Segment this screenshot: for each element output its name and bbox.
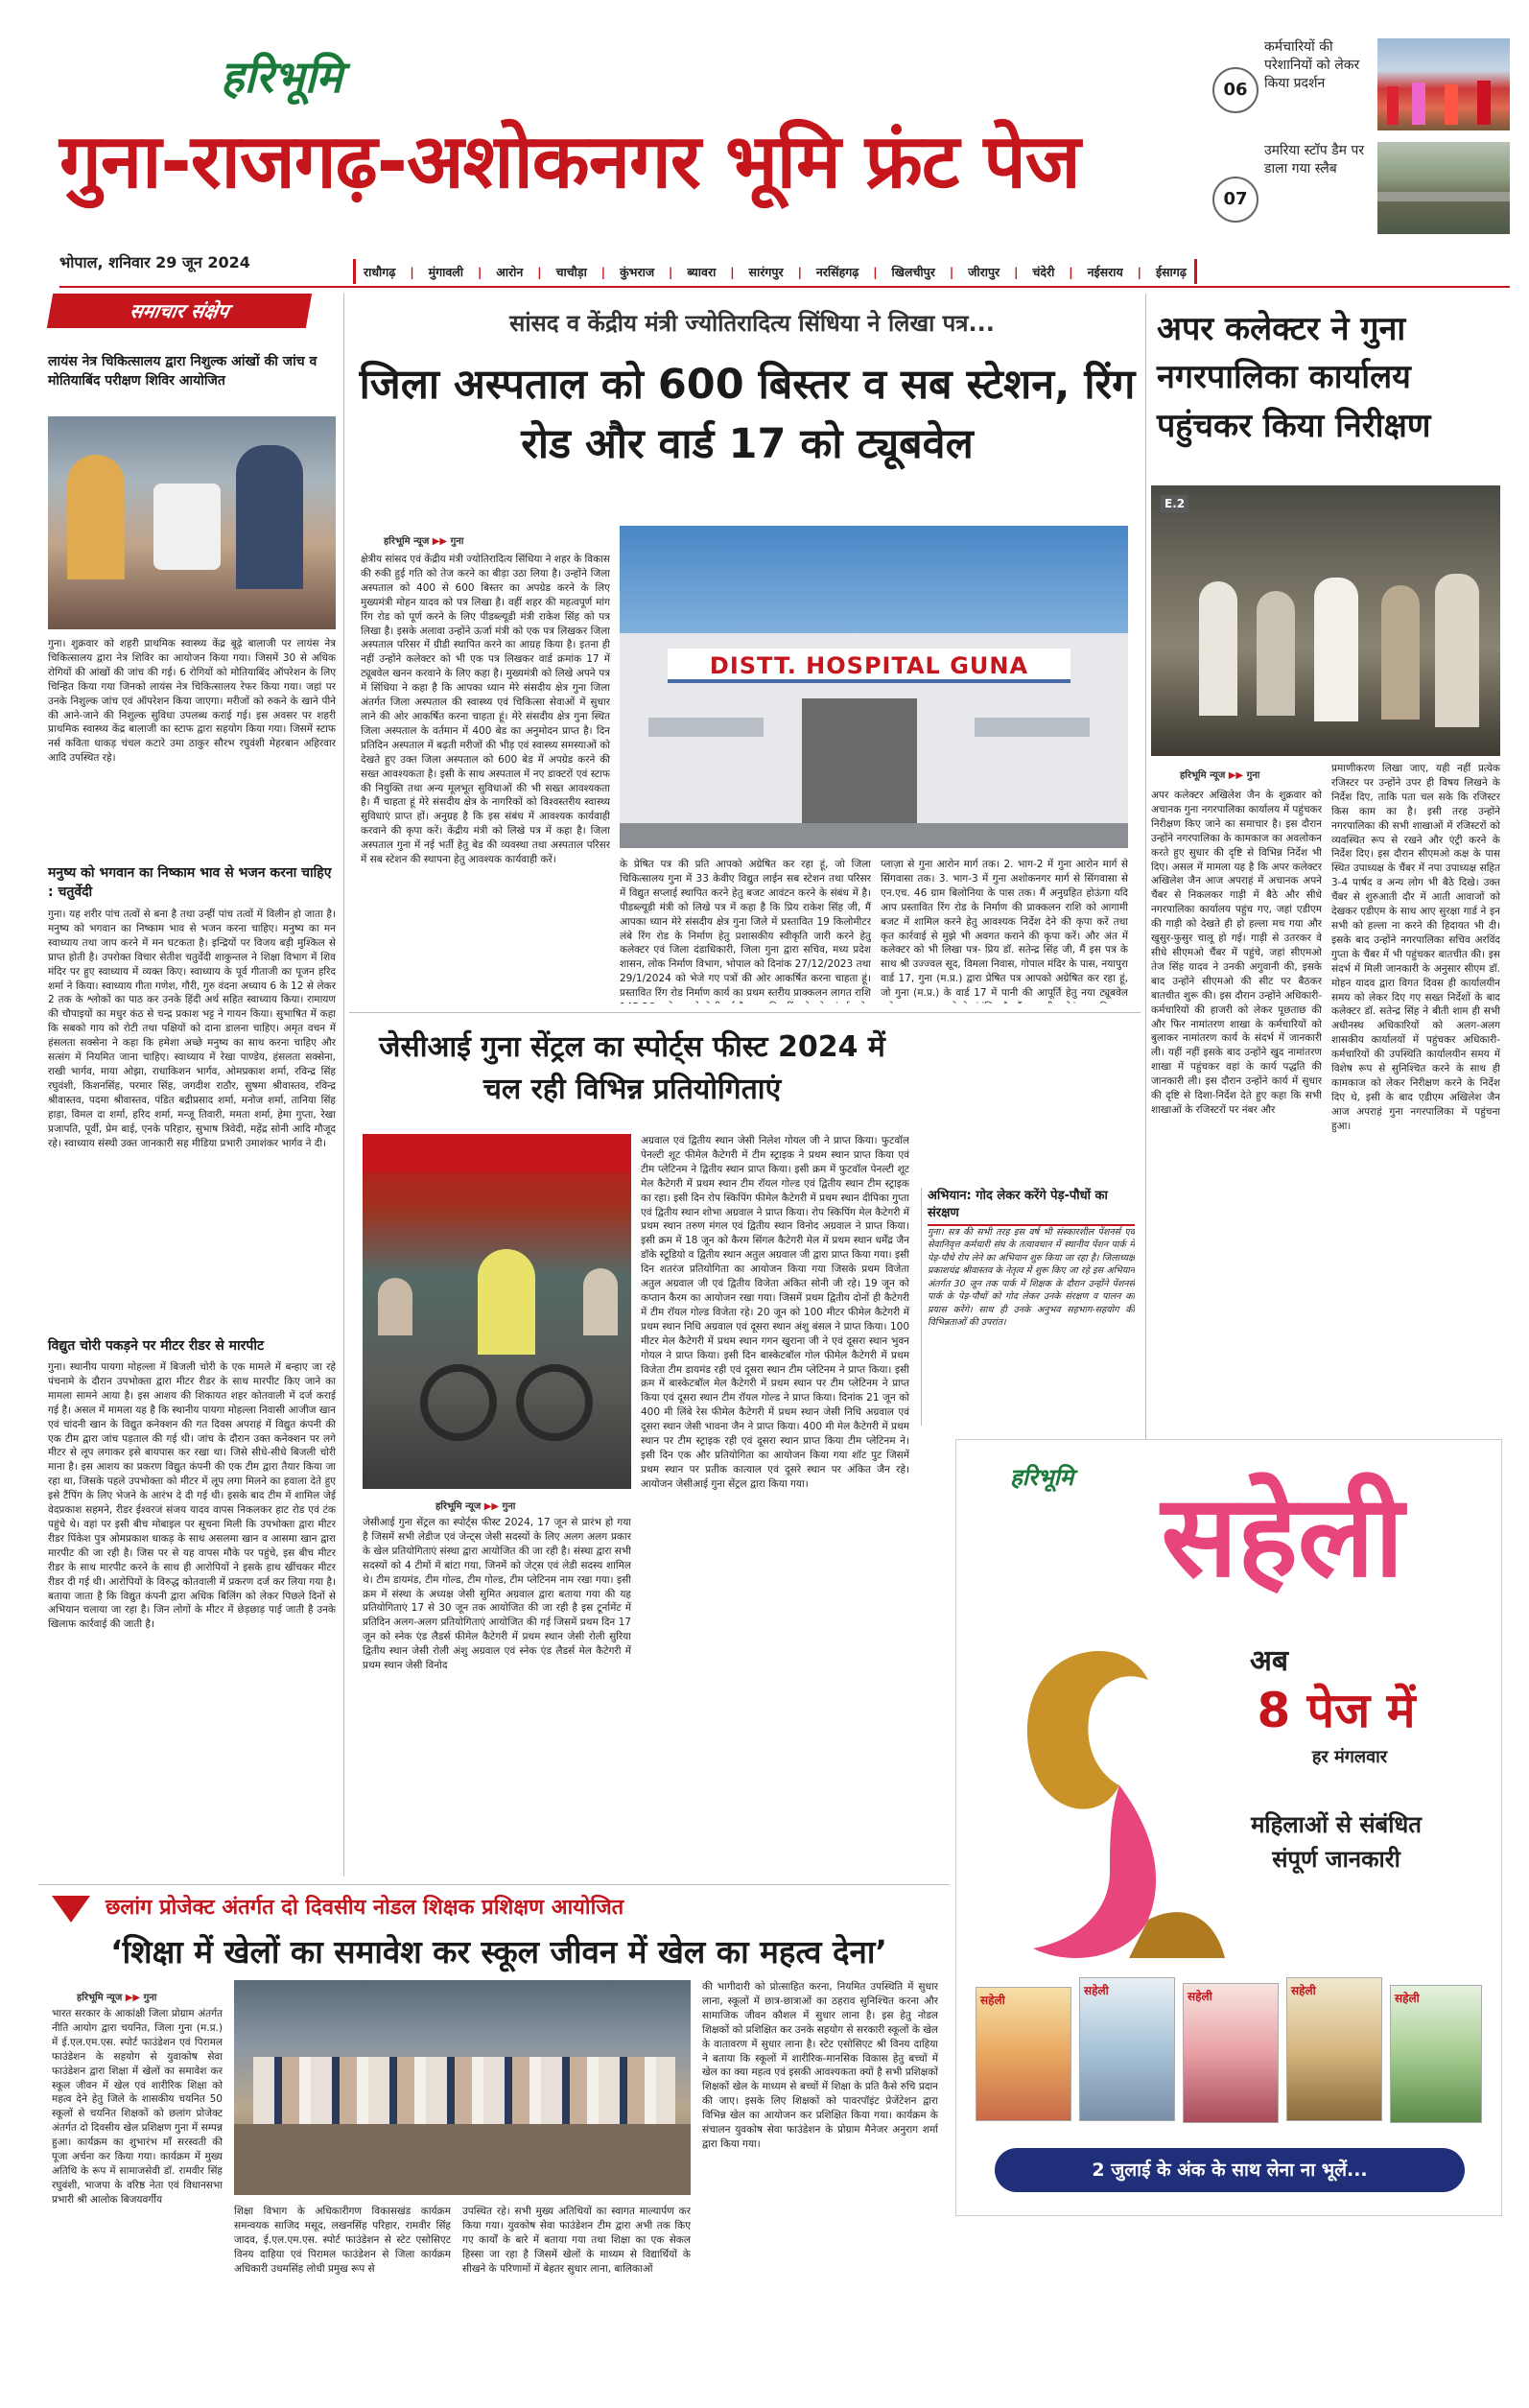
cover-1-label: सहेली [980,1994,1005,2007]
lead-kicker: सांसद व केंद्रीय मंत्री ज्योतिरादित्य सिंधिया ने लिखा पत्र... [509,310,995,337]
sports-headline[interactable]: जेसीआई गुना सेंट्रल का स्पोर्ट्स फीस्ट 2024 में चल रही विभिन्न प्रतियोगिताएं [379,1030,885,1106]
town-1[interactable]: राधौगढ़ [364,264,396,279]
news-brief-sidebar [38,294,341,1886]
town-13[interactable]: ईसागढ़ [1155,264,1187,279]
lead-col-3: प्लाज़ा से गुना आरोन मार्ग तक। 2. भाग-2 में गुना आरोन मार्ग से सिंगवासा तक। 3. भाग-3 में गुना अशोकनगर मार्ग से सिंगवासा से एन.एच. 46 ग्राम बिलोनिया के पास तक। मैं अनुग्रहित होऊंगा यदि आप प्रस्तावित रिंग रोड के निर्माण की प्राक्कलन राशि को आगामी बजट में शामिल करने हेतु आवश्यक निर्देश देने की कृपा करें तथा कृत कार्रवाई से मुझे भी अवगत कराने की कृपा करें। और अंत में कलेक्टर को भी लिखा पत्र- प्रिय डॉ. सतेन्द्र सिंह जी, मैं इस पत्र के साथ श्री उज्ज्वल सूद, विमला निवास, गोपाल मंदिर के पास, नयापुरा वार्ड 17, गुना (म.प्र.) द्वारा प्रेषित पत्र आपको अग्रेषित कर रहा हूं, जो गुना (म.प्र.) के वार्ड 17 में पानी की आपूर्ति हेतु नया ट्यूबवेल [881,859,1128,1000]
brief-2-title[interactable]: मनुष्य को भगवान का निष्काम भाव से भजन करना चाहिए : चतुर्वेदी [48,865,332,901]
sports-byline-place: गुना [502,1501,516,1512]
adm-col-2: प्रमाणीकरण लिखा जाए, यही नहीं प्रत्येक रजिस्टर पर उन्होंने उपर ही विषय लिखने के निर्देश दिए, ताकि पता चल सके कि रजिस्टर किस काम का है। इसी तरह उन्होंने नगरपालिका की सभी शाखाओं में रजिस्टरों को व्यवस्थित रूप से रखने और एंट्री करने के निर्देश दिए। इस दौरान सीएमओ कक्ष के पास स्थित उपाध्यक्ष के चैंबर में नपा उपाध्यक्ष सहित 3-4 पार्षद व अन्य लोग भी बैठे दिखे। उक्त चैंबर से शुरुआती दौर में आती आवाजों को देखकर एडीएम के साथ आए सुरक्षा गार्ड ने इन सभी को हल्ला ना करने की हिदायत भी दी। इसके बाद उन्होंने नगरपालिका सचिव अरविंद गुप्ता के चैंबर में भी पहुंचकर बातचीत की। इस संदर्भ में मिली जानकारी के अनुसार सीएम डॉ. मोहन यादव द्वारा विगत दिवस ही कार्यालयीन समय को लेकर दिए गए सख्त निर्देशों के बाद कलेक्टर डॉ. सतेन्द्र सिंह ने बीती शाम ही सभी अधीनस्थ अधिकारियों को अलग-अलग शासकीय कार्यालयों में पहुंचकर अधिकारी-कर्मचारियों की उपस्थिति कार्यालयीन समय में विशेष रूप से सुनिश्चित करने के साथ ही कामकाज को लेकर निरीक्षण करने के निर्देश दिए थे, इसी के बाद एडीएम अखिलेश जैन आज अपराहं गुना नगरपालिका में पहुंचना हुआ। [1331,763,1500,1132]
town-7[interactable]: सारंगपुर [748,264,784,279]
right-divider [1145,294,1146,1445]
training-col-3: उपस्थित रहे। सभी मुख्य अतिथियों का स्वागत माल्यार्पण कर किया गया। युवकोष सेवा फाउंडेशन टीम द्वारा अभी तक किए गए कार्यों के बारे में बताया गया तथा शिक्षा का एक सेकल हिस्सा जा रहा है जिसमें खेलों के माध्यम से विद्यार्थियों के सीखने के परिणामों में बेहतर सुधार लाना, बालिकाओं [462,2206,691,2275]
teaser-1-number: 06 [1212,67,1258,113]
cover-2-label: सहेली [1084,1984,1109,1997]
adm-col-1: अपर कलेक्टर अखिलेश जैन के शुक्रवार को अचानक गुना नगरपालिका कार्यालय में पहुंचकर निरीक्षण किए जाने का समाचार है। इस दौरान उन्होंने नगरपालिका के कामकाज का अवलोकन करते हुए सुधार की दृष्टि से विभिन्न निर्देश भी दिए। असल में मामला यह है कि अपर कलेक्टर अखिलेश जैन आज अपराहं में अचानक अपने चैंबर से निकलकर गाड़ी में बैठे और सीधे नगरपालिका कार्यालय पहुंच गए, जहां एडीएम की गाड़ी को देखते ही हो हल्ला मच गया और खुसुर-फुसुर चालू हो गई। गाड़ी से उतरकर वे सीधे सीएमओ चैंबर में पहुंचे, जहां सीएमओ तेज सिंह यादव ने उनकी अगुवानी की, इसके बाद उन्होंने सीएमओ की सीट पर बैठकर बातचीत शुरू की। इस दौरान उन्होंने अधिकारी-कर्मचारियों की हाजरी को लेकर पूछताछ की और फिर नामांतरण शाखा के कर्मचारियों को बुलाकर नामांतरण कार्य के संदर्भ में जानकारी ली। यहीं नहीं इसके बाद उन्होंने खुद नामांतरण शाखा में पहुंचकर वहां के कार्य पद्धति की जानकारी ली। इस दौरान उन्होंने कार्य में सुधार की दृष्टि से दिशा-निर्देश देते हुए कहा कि सभी शाखाओं के रजिस्टरों पर नंबर और [1151,790,1322,1116]
towns-bar: राधौगढ़ | मुंगावली | आरोन | चाचौड़ा | कुंभराज | ब्यावरा | सारंगपुर | नरसिंहगढ़ | खिलचीपुर | जीरापुर | चंदेरी | नईसराय | ईसागढ़ [353,259,1197,284]
town-6[interactable]: ब्यावरा [687,264,717,279]
saheli-day: हर मंगलवार [1311,1747,1388,1767]
training-col-1: भारत सरकार के आकांक्षी जिला प्रोग्राम अंतर्गत नीति आयोग द्वारा चयनित, जिला गुना (म.प्र.) में ई.एल.एम.एस. स्पोर्ट फाउंडेशन एवं पिरामल फाउंडेशन के सहयोग से युवाकोष सेवा फाउंडेशन द्वारा शिक्षा में खेलों का समावेश कर स्कूल जीवन में खेल एवं शारीरिक शिक्षा को महत्व देने हेतु जिले के शासकीय चयनित 50 स्कूलों से चयनित शिक्षकों को छलांग प्रोजेक्ट अंतर्गत दो दिवसीय खेल प्रशिक्षण गुना में सम्पन्न हुआ। कार्यक्रम का शुभारंभ माँ सरस्वती की पूजा अर्चना कर किया गया। कार्यक्रम में मुख्य अतिथि के रूप में सामाजसेवी डॉ. रामवीर सिंह रघुवंशी, भाजपा के वरिष्ठ नेता एवं विधानसभा प्रभारी श्री आलोक बिजयवर्गीय [52,2008,223,2206]
abhiyan-header[interactable]: अभियान: गोद लेकर करेंगे पेड़-पौधों का संरक्षण [928,1188,1135,1226]
saheli-ab: अब [1250,1644,1289,1678]
brief-1-photo [48,416,336,629]
byline-arrow-icon: ▶▶ [432,536,448,547]
byline-arrow-icon: ▶▶ [1228,770,1244,781]
saheli-covers [976,1977,1484,2131]
hospital-sign: DISTT. HOSPITAL GUNA [709,652,1029,679]
adm-byline-source: हरिभूमि न्यूज [1180,770,1226,781]
saheli-tagline-2: संपूर्ण जानकारी [1272,1846,1400,1873]
saheli-ad[interactable] [955,1439,1502,2216]
masthead-rule [59,286,1510,288]
training-byline-place: गुना [143,1993,157,2003]
town-9[interactable]: खिलचीपुर [891,264,935,279]
adm-byline-place: गुना [1246,770,1260,781]
lead-byline-place: गुना [450,536,464,547]
cover-4 [1286,1977,1382,2121]
cover-5 [1390,1985,1482,2123]
brief-3-body: गुना। स्थानीय पायगा मोहल्ला में बिजली चोरी के एक मामले में बन्हाए जा रहे पंचनामे के दौरान उपभोक्ता द्वारा मीटर रीडर के साथ मारपीट किए जाने का मामला सामने आया है। इस आशय की शिकायत शहर कोतवाली में दर्ज कराई गई है। असल में मामला यह है कि स्थानीय पायगा मोहल्ला निवासी आजीज खान एवं चांदनी खान के विद्युत कनेक्शन की गत दिवस अपराहं में विद्युत कंपनी की एक टीम द्वारा जांच पड़ताल की गई थी। जांच के दौरान उक्त कनेक्शन पर लगे मीटर से लूप लगाकर इसे बायपास कर रखा था। जिसे सीधे-सीधे बिजली चोरी माना है। इस आशय का प्रकरण विद्युत कंपनी की एक टीम द्वारा तैयार किया जा रहा था, जिसके पहले उपभोक्ता को मीटर में लूप लगा मिलने का हवाला देते हुए इसे टैंपिंग के लिए भेजने के आरंभ दे दी गई थी। इसके बाद टीम में शामिल जेई वेदप्रकाश सहमने, रीडर ईश्वरजं संजय यादव वापस निकलकर हाट रोड एवं टंक पहुंचे थे। वहां पर इसी बीच मोबाइल पर सूचना मिली कि उपभोक्ता द्वारा मीटर रीडर पिंकेश पुत्र ओमप्रकाश धाकड़ के साथ असलमा खान व आसमा खान द्वारा मारपीट की जा रही है। जिस पर से यह वापस मौके पर पहुंचे, इस बीच मीटर रीडर के साथ मारपीट करने के साथ ही आरोपियों ने इसके हाथ खींचकर मीटर रीडर दी गई थी। आरोपियों के विरुद्ध कोतवाली में प्रकरण दर्ज कर लिया गया है। बताया जाता है कि विद्युत कंपनी द्वारा अधिक बिलिंग को लेकर पिछले दिनों से अभियान चलाया जा रहा है। जिन लोगों के मीटर में छेड़छाड़ पाई जाती है उनके खिलाफ कार्रवाई की जाती है। [48,1361,336,1631]
sports-col-2: अग्रवाल एवं द्वितीय स्थान जेसी निलेश गोयल जी ने प्राप्त किया। फुटवॉल पेनल्टी शूट फीमेल कैटेगरी में टीम स्ट्राइक ने प्रथम स्थान प्राप्त किया एवं टीम प्लेटिनम ने द्वितीय स्थान प्राप्त किया। इसी क्रम में फुटवॉल पेनल्टी शूट मेल कैटेगरी में प्रथम स्थान टीम रॉयल गोल्ड एवं द्वितीय स्थान टीम स्ट्राइक का रहा। इसी दिन रोप स्किपिंग फीमेल कैटेगरी में प्रथम स्थान दीपिका गुप्ता एवं द्वितीय स्थान शोभा अग्रवाल ने प्राप्त किया। रोप स्किपिंग मेल कैटेगरी में प्रथम स्थान तरुण मंगल एवं द्वितीय स्थान विनोद अग्रवाल ने प्राप्त किया। इसी क्रम में 18 जून को कैरम सिंगल कैटेगरी मेल में प्रथम स्थान धर्मेंद्र जैन डॉके स्टूडियो व द्वितीय स्थान अतुल अग्रवाल जी द्वारा प्राप्त किया गया। इसी दिन शतरंज प्रतियोगिता का आयोजन किया गया जिसके प्रथम विजेता अतुल अग्रवाल जी एवं द्वितीय विजेता अंकित सोनी जी रहे। 19 जून को कप्तान कैरम का आयोजन रखा गया। जिसमें प्रथम द्वितीय दोनों ही कैटेगरी में टीम रॉयल गोल्ड विजेता रहे। 20 जून को 100 मीटर फीमेल कैटेगरी में प्रथम स्थान निधि अग्रवाल एवं दूसरा स्थान अंशु बंसल ने प्राप्त किया। 100 मीटर मेल कैटेगरी में प्रथम स्थान गगन खुराना जी ने एवं दूसरा स्थान भुवन गोयल ने प्राप्त किया। इसी दिन बास्केटबॉल गोल फीमेल कैटेगरी में प्रथम विजेता टीम डायमंड रही एवं दूसरा स्थान टीम प्लेटिनम ने प्राप्त किया। इसी क्रम में बास्केटबॉल मेल कैटेगरी में प्रथम स्थान पर टीम प्लेटिनम ने प्राप्त किया एवं दूसरा स्थान टीम रॉयल गोल्ड ने प्राप्त किया। दिनांक 21 जून को 400 मी लिंबे रेस फीमेल कैटेगरी में प्रथम स्थान जेसी निधि अग्रवाल एवं दूसरा स्थान जेसी भावना जैन ने प्राप्त किया। 400 मी मेल कैटेगरी में प्रथम स्थान पर टीम स्ट्राइक रही एवं दूसरा स्थान प्राप्त किया टीम प्लेटिनम ने। इसी दिन एक और प्रतियोगिता का आयोजन किया गया शॉट पुट जिसमें प्रथम स्थान पर प्रतीक कात्याल एवं दूसरे स्थान पर अंकित जैन रहे। आयोजन जेसीआई गुना सेंट्रल द्वारा किया गया। [641,1135,909,1490]
brief-1-body: गुना। शुक्रवार को शहरी प्राथमिक स्वास्थ्य केंद्र बूढ़े बालाजी पर लायंस नेत्र चिकित्सालय द्वारा नेत्र शिविर का आयोजन किया गया। जिसमें 30 से अधिक रोगियों की आंखों की जांच की गई। 6 रोगियों को मोतियाबिंद ऑपरेशन के लिए चिन्हित किया गया जिनको लायंस नेत्र चिकित्सालय रेफर किया गया। जहां पर उनके निशुल्क जांच एवं ऑपरेशन किया जाएगा। मरीजों को रुकने के खाने पीने की आने-जाने की निशुल्क सुविधा उपलब्ध कराई गई। इस अवसर पर शहरी प्राथमिक स्वास्थ्य केंद्र बालाजी का स्टाफ द्वारा सहयोग किया गया। जिसमें स्टाफ नर्स कविता धाकड़ चंचल कटारे उमा ठाकुर सौरभ रघुवंशी मेहरबान अहिरवार आदि उपस्थित रहे। [48,638,336,765]
cover-2 [1079,1977,1175,2121]
training-kicker-text: छलांग प्रोजेक्ट अंतर्गत दो दिवसीय नोडल शिक्षक प्रशिक्षण आयोजित [106,1896,624,1920]
teaser-2-photo [1377,142,1510,234]
teaser-2-text: उमरिया स्टॉप डैम पर डाला गया स्लैब [1264,143,1365,177]
teaser-1-text: कर्मचारियों की परेशानियों को लेकर किया प्रदर्शन [1264,39,1360,91]
adm-photo-marker: E.2 [1161,495,1188,512]
abhiyan-box [921,1188,1138,1426]
abhiyan-body: गुना। सत्र की सभी तरह इस वर्ष भी संस्कारशील पेंशनर्स एवं सेवानिवृत्त कर्मचारी संघ के तत्वावधान में स्थानीय पेंशन पार्क में पेड़-पौधे रोप लेने का अभियान शुरु किया जा रहा है। जिलाध्यक्ष प्रकाशचंद्र श्रीवास्तव के नेतृत्व में शुरू किए जा रहे इस अभियान अंतर्गत 30 जून तक पार्क में शिक्षक के दौरान उन्होंने पेंशनर्स पार्क के पेड़-पौधों को गोद लेकर उनके संरक्षण व पालन का प्रयास करेंगे। साथ ही उनके अनुभव सहभाग-सहयोग की विभिन्नताओं की उपरांत। [928,1227,1135,1329]
page-title: गुना-राजगढ़-अशोकनगर भूमि फ्रंट पेज [59,119,1080,205]
town-3[interactable]: आरोन [496,264,524,279]
sidebar-header: समाचार संक्षेप [47,294,312,328]
training-col-2: शिक्षा विभाग के अधिकारीगण विकासखंड कार्यक्रम समन्वयक साजिद मसूद, लखनसिंह परिहार, रामवीर सिंह जादव, ई.एल.एम.एस. स्पोर्ट फाउंडेशन से स्टेट एसोसिएट विनय दाहिया एवं पिरामल फाउंडेशन से जिला कार्यक्रम अधिकारी उधमसिंह लोधी प्रमुख रूप से [234,2206,451,2275]
teaser-2[interactable] [1212,142,1510,238]
saheli-brand: हरिभूमि [1010,1463,1074,1491]
sports-col-1: जेसीआई गुना सेंट्रल का स्पोर्ट्स फीस्ट 2024, 17 जून से प्रारंभ हो गया है जिसमें सभी लेडीज एवं जेन्ट्स जेसी सदस्यों के लिए अलग अलग प्रकार के खेल प्रतियोगिताएं संस्था द्वारा आयोजित की जा रही है। संस्था द्वारा सभी सदस्यों को 4 टीमों में बांटा गया, जिनमें को जेट्स एवं लेडी सदस्य शामिल थे। टीम डायमंड, टीम गोल्ड, टीम गोल्ड, टीम प्लेटिनम नाम रखा गया। इसी क्रम में संस्था के अध्यक्ष जेसी सुमित अग्रवाल द्वारा बताया गया की यह प्रतियोगिताएं 17 से 30 जून तक आयोजित की जा रही है इस टूर्नामेंट में प्रतिदिन अलग-अलग प्रतियोगिताएं आयोजित की गई जिसमें प्रथम दिन 17 जून को स्नेक एंड लैडर्स फीमेल कैटेगरी में प्रथम स्थान जेसी रोली सुरिया द्वितीय स्थान जेसी रोली अंशु अग्रवाल एवं स्नेक एंड लैडर्स मेल कैटेगरी में प्रथम स्थान जेसी विनोद [363,1517,631,1672]
adm-photo [1151,485,1500,756]
sports-byline-source: हरिभूमि न्यूज [435,1501,482,1512]
town-5[interactable]: कुंभराज [620,264,655,279]
bottom-divider [38,1884,950,1885]
town-8[interactable]: नरसिंहगढ़ [815,264,859,279]
masthead [0,0,1529,288]
brief-2-body: गुना। यह शरीर पांच तत्वों से बना है तथा उन्हीं पांच तत्वों में विलीन हो जाता है। मनुष्य को भगवान का निष्काम भाव से भजन करना चाहिए। मनुष्य का मन स्वाध्याय तथा जाप करने में मन घटकता है। इन्द्रियों पर विजय बड़ी मुश्किल से प्राप्त होती है। उपरोक्त विचार सेतीश चतुर्वेदी शाकुन्तल ने शिक्षा विभाग में शिव मंदिर पर हुए स्वाध्याय में व्यक्त किए। स्वाध्याय के पूर्व गीताजी का पूजन हरिद शर्मा ने किया। स्वाध्याय गीता गणेश, गौरी, गुरु वंदना अध्याय 6 के 12 से लेकर 2 तक के श्लोकों का पाठ कर उनके हिंदी अर्थ सहित स्वाध्याय किया। रामायण की चौपाइयों का मधुर कंठ से चन्द्र प्रकाश भट्ट ने गायन किया। सुभाषित में कहा कि सबको गाय को रोटी तथा पक्षियों को दाना डालना चाहिए। अमृत वचन में हंसलता सक्सेना ने कहा कि हमेशा अच्छे मनुष्य का साथ करना चाहिए और सत्संग में नियमित जाना चाहिए। स्वाध्याय में रेखा पाण्डेय, हंसलता सक्सेना, राखी भार्गव, माया ओझा, राधाकिशन भार्गव, ओमप्रकाश शर्मा, रविन्द्र सिंह रघुवंशी, किशनसिंह, परमार सिंह, जगदीश राठौर, सुषमा श्रीवास्तव, रविन्द्र श्रीवास्तव, पदमा श्रीवास्तव, पंडित बद्रीप्रसाद शर्मा, मनोज शर्मा, तानिया सिंह हाड़ा, विमल दा शर्मा, हरिद शर्मा, मन्जू तिवारी, ममता शर्मा, हेमा गुप्ता, रेखा प्रजापति, पूर्वी, प्रेम बाई, एनके परिहार, सुभाष त्रिवेदी, महेंद्र सोनी आदि मौजूद रहे। स्वाध्याय संस्थी उक्त जानकारी सह मीडिया प्रभारी उमाशंकर भार्गव ने दी। [48,909,336,1149]
adm-headline[interactable]: अपर कलेक्टर ने गुना नगरपालिका कार्यालय पहुंचकर किया निरीक्षण [1157,310,1431,445]
adm-byline [1180,767,1259,781]
lead-sports-divider [349,1012,1141,1013]
teaser-1[interactable] [1212,38,1510,134]
dateline: भोपाल, शनिवार 29 जून 2024 [59,253,250,271]
saheli-pages: 8 पेज में [1257,1683,1416,1738]
teaser-2-number: 07 [1212,177,1258,223]
byline-arrow-icon: ▶▶ [125,1993,141,2003]
saheli-title: सहेली [1161,1470,1404,1602]
cover-3-label: सहेली [1188,1990,1212,2003]
lead-col-1: क्षेत्रीय सांसद एवं केंद्रीय मंत्री ज्योतिरादित्य सिंधिया ने शहर के विकास की रुकी हुई गति को तेज करने का बीड़ा उठा लिया है। उन्होंने जिला अस्पताल को 400 से 600 बिस्तर का अपग्रेड करने के लिए मुख्यमंत्री मोहन यादव को पत्र लिखा है। वहीं शहर की महत्वपूर्ण मांग रिंग रोड को पूर्ण करने के लिए पीडब्ल्यूडी मंत्री राकेश सिंह को पत्र लिखा है। इसके अलावा उन्होंने ऊर्जा मंत्री को एक पत्र लिखकर जिला अस्पताल परिसर में ग्रीडी स्थापित करने का आग्रह किया है। इतना ही नहीं उन्होंने कलेक्टर को भी एक पत्र लिखकर वार्ड क्रमांक 17 में ट्यूबवेल खनन करवाने के लिए कहा है। मुख्यमंत्री को लिखे अपने पत्र में सिंधिया ने कहा है कि आपका ध्यान मेरे संसदीय क्षेत्र गुना जिला अंतर्गत जिला अस्पताल की स्वास्थ्य एवं चिकित्सा सेवाओं में सुधार लाने की ओर आकर्षित करना चाहता हूं। मेरे संसदीय क्षेत्र गुना स्थित जिला अस्पताल के वर्तमान में 400 बेड का अनुमोदन प्राप्त है। दिन प्रतिदिन अस्पताल में बढ़ती मरीजों की भीड़ एवं स्वास्थ्य समस्याओं को देखते हुए उक्त जिला अस्पताल को 600 बेड में अपग्रेड करने की सख्त आवश्यकता है। इसी के साथ अस्पताल में नए डाक्टरों एवं स्टाफ की नियुक्ति तथा अन्य मूलभूत सुविधाओं की भी सख्त आवश्यकता है। मैं चाहता हूं मेरे संसदीय क्षेत्र के नागरिकों को विश्वस्तरीय स्वास्थ्य सुविधाएं प्राप्त हों। अनुग्रह है कि इस संबंध में आवश्यक कार्यवाही करवाने की कृपा करें। केंद्रीय मंत्री को लिखे पत्र में कहा है। जिला अस्पताल गुना में नई भर्ती हेतु बेड की व्यवस्था तथा अस्पताल परिसर में सब स्टेशन की स्थापना हेतु आवश्यक कार्यवाही करें। [361,554,610,866]
saheli-banner[interactable]: 2 जुलाई के अंक के साथ लेना ना भूलें... [995,2148,1465,2192]
town-11[interactable]: चंदेरी [1032,264,1055,279]
training-photo [234,1980,691,2195]
cover-3 [1183,1983,1279,2123]
brief-3-title[interactable]: विद्युत चोरी पकड़ने पर मीटर रीडर से मारपीट [48,1338,265,1354]
brand-logo: हरिभूमि [221,51,342,103]
byline-arrow-icon: ▶▶ [483,1501,500,1512]
town-4[interactable]: चाचौड़ा [555,264,587,279]
lead-byline-source: हरिभूमि न्यूज [384,536,430,547]
lead-byline [384,533,463,547]
teaser-1-photo [1377,38,1510,130]
sidebar-divider [343,294,344,1877]
training-byline-source: हरिभूमि न्यूज [77,1993,123,2003]
brief-1-title[interactable]: लायंस नेत्र चिकित्सालय द्वारा निशुल्क आंखों की जांच व मोतियाबिंद परीक्षण शिविर आयोजित [48,354,318,389]
saheli-tagline-1: महिलाओं से संबंधित [1251,1811,1422,1838]
training-col-4: की भागीदारी को प्रोत्साहित करना, नियमित उपस्थिति में सुधार लाना, स्कूलों में छात्र-छात्राओं का ठहराव सुनिश्चित करना और सामाजिक जीवन कौशल में सुधार लाना है। इस हेतु नोडल शिक्षकों को प्रशिक्षित कर उनके सहयोग से सरकारी स्कूलों के खेल के वातावरण में सुधार लाना है। स्टेट एसोसिएट श्री विनय दाहिया ने बताया कि स्कूलों में शारीरिक-मानसिक विकास हेतु बच्चों में खेल का क्या महत्व एवं इसकी आवश्यकता क्यों है सभी प्रशिक्षकों शिक्षकों खेल के माध्यम से बच्चों में शिक्षा के प्रति कैसे रुचि प्रदान की जाए। इसके लिए शिक्षकों को पावरपॉइंट प्रेजेंटेशन द्वारा विभिन्न खेल का आयोजन कर प्रशिक्षित किया गया। कार्यक्रम के संचालन युवकोष सेवा फाउंडेशन के प्रोग्राम मैनेजर अनुराग शर्मा द्वारा किया गया। [702,1981,938,2150]
sports-photo [363,1134,631,1489]
v-mark-icon [52,1896,90,1923]
town-2[interactable]: मुंगावली [428,264,464,279]
training-headline[interactable]: ‘शिक्षा में खेलों का समावेश कर स्कूल जीवन में खेल का महत्व देना’ [110,1933,887,1971]
training-story [38,1890,950,2370]
adm-story [1151,297,1506,1401]
town-12[interactable]: नईसराय [1087,264,1123,279]
sports-story [349,1017,915,1880]
cover-1 [976,1987,1071,2121]
hospital-photo [620,526,1128,848]
town-10[interactable]: जीरापुर [968,264,1000,279]
sports-byline [435,1499,515,1512]
lead-headline[interactable]: जिला अस्पताल को 600 बिस्तर व सब स्टेशन, रिंग रोड और वार्ड 17 को ट्यूबवेल [359,361,1136,469]
training-byline [77,1990,156,2003]
cover-4-label: सहेली [1291,1984,1316,1997]
lead-col-2: के प्रेषित पत्र की प्रति आपको अग्रेषित कर रहा हूं, जो जिला चिकित्सालय गुना में 33 केवीए विद्युत लाईन सब स्टेशन तथा परिसर में विद्युत सप्लाई स्थापित करने हेतु बजट आवंटन करने के संबंध में है। पीडब्ल्यूडी मंत्री को लिखे पत्र में कहा है कि प्रिय राकेश सिंह जी, मैं आपका ध्यान मेरे संसदीय क्षेत्र गुना जिले में प्रस्तावित 19 किलोमीटर लंबे रिंग रोड के निर्माण हेतु प्रशासकीय स्वीकृति जारी करने हेतु कलेक्टर एवं जिला दंडाधिकारी, जिला गुना द्वारा सचिव, मध्य प्रदेश शासन, लोक निर्माण विभाग, भोपाल को दिनांक 27/12/2023 तथा 29/1/2024 को भेजे गए पत्रों की ओर आकर्षित करना चाहता हूं। प्रस्तावित रिंग रोड निर्माण कार्य का प्रथम स्तरीय प्राक्कलन लागत राशि [620,859,871,1000]
cover-5-label: सहेली [1395,1992,1420,2005]
